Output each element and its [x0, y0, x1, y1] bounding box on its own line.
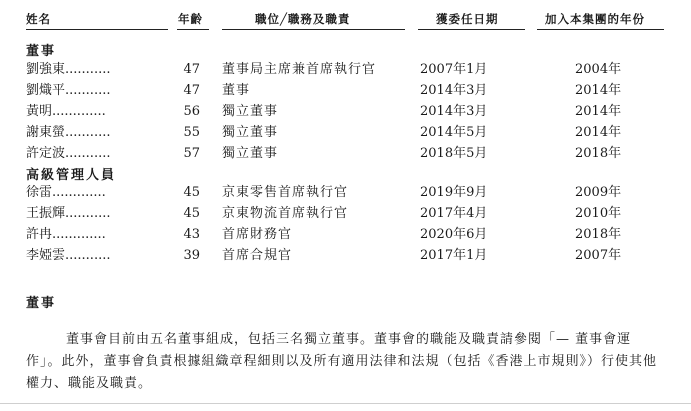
cell-joined: 2018年 — [575, 146, 622, 161]
cell-appointed: 2007年1月 — [420, 62, 488, 77]
cell-name: 黃明............. — [26, 104, 106, 119]
header-underline — [222, 29, 405, 30]
body-paragraph: 董事會目前由五名董事組成，包括三名獨立董事。董事會的職能及職責請參閱「— 董事會運作」。此外，董事會負責根據組織章程細則以及所有適用法律和法規（包括《香港上市規則》）行使其他權力、職能及職責。 — [26, 332, 658, 391]
table-row — [0, 224, 691, 245]
cell-role: 獨立董事 — [222, 146, 279, 161]
cell-name: 許冉............. — [26, 227, 106, 242]
cell-role: 獨立董事 — [222, 104, 279, 119]
header-appointed: 獲委任日期 — [436, 12, 499, 26]
table-row — [0, 101, 691, 122]
bottom-divider — [0, 403, 691, 404]
header-underline — [537, 29, 664, 30]
header-age: 年齡 — [178, 12, 203, 26]
cell-role: 首席合規官 — [222, 248, 293, 263]
cell-age: 45 — [183, 185, 200, 200]
section-heading: 董事 — [26, 296, 57, 311]
table-row — [0, 182, 691, 203]
table-row — [0, 143, 691, 164]
cell-appointed: 2018年5月 — [420, 146, 488, 161]
table-row — [0, 203, 691, 224]
cell-name: 謝東螢........... — [26, 125, 111, 140]
header-underline — [177, 29, 209, 30]
cell-joined: 2004年 — [575, 62, 622, 77]
cell-role: 董事 — [222, 83, 251, 98]
cell-age: 43 — [183, 227, 200, 242]
cell-role: 董事局主席兼首席執行官 — [222, 62, 377, 77]
cell-age: 57 — [183, 146, 200, 161]
cell-appointed: 2014年3月 — [420, 83, 488, 98]
table-row — [0, 59, 691, 80]
cell-name: 徐雷............. — [26, 185, 106, 200]
cell-name: 李婭雲........... — [26, 248, 111, 263]
section-title-senior-management: 高級管理人員 — [26, 168, 117, 183]
header-underline — [418, 29, 525, 30]
cell-name: 王振輝........... — [26, 206, 111, 221]
cell-name: 劉強東........... — [26, 62, 111, 77]
header-name: 姓名 — [26, 12, 51, 26]
cell-role: 首席財務官 — [222, 227, 293, 242]
cell-appointed: 2017年1月 — [420, 248, 488, 263]
cell-joined: 2014年 — [575, 104, 622, 119]
cell-appointed: 2014年5月 — [420, 125, 488, 140]
table-row — [0, 122, 691, 143]
cell-joined: 2014年 — [575, 125, 622, 140]
cell-appointed: 2020年6月 — [420, 227, 488, 242]
cell-age: 55 — [183, 125, 200, 140]
cell-age: 47 — [183, 83, 200, 98]
cell-appointed: 2017年4月 — [420, 206, 488, 221]
cell-joined: 2010年 — [575, 206, 622, 221]
cell-joined: 2009年 — [575, 185, 622, 200]
cell-age: 45 — [183, 206, 200, 221]
cell-age: 47 — [183, 62, 200, 77]
cell-role: 京東零售首席執行官 — [222, 185, 349, 200]
cell-role: 獨立董事 — [222, 125, 279, 140]
section-title-directors: 董事 — [26, 44, 57, 59]
cell-joined: 2018年 — [575, 227, 622, 242]
cell-name: 許定波........... — [26, 146, 111, 161]
cell-joined: 2014年 — [575, 83, 622, 98]
header-underline — [26, 29, 168, 30]
cell-appointed: 2014年3月 — [420, 104, 488, 119]
cell-name: 劉熾平........... — [26, 83, 111, 98]
cell-age: 56 — [183, 104, 200, 119]
header-joined: 加入本集團的年份 — [545, 12, 645, 26]
cell-age: 39 — [183, 248, 200, 263]
cell-role: 京東物流首席執行官 — [222, 206, 349, 221]
cell-appointed: 2019年9月 — [420, 185, 488, 200]
cell-joined: 2007年 — [575, 248, 622, 263]
table-row — [0, 80, 691, 101]
table-row — [0, 245, 691, 266]
header-role: 職位╱職務及職責 — [255, 12, 351, 26]
